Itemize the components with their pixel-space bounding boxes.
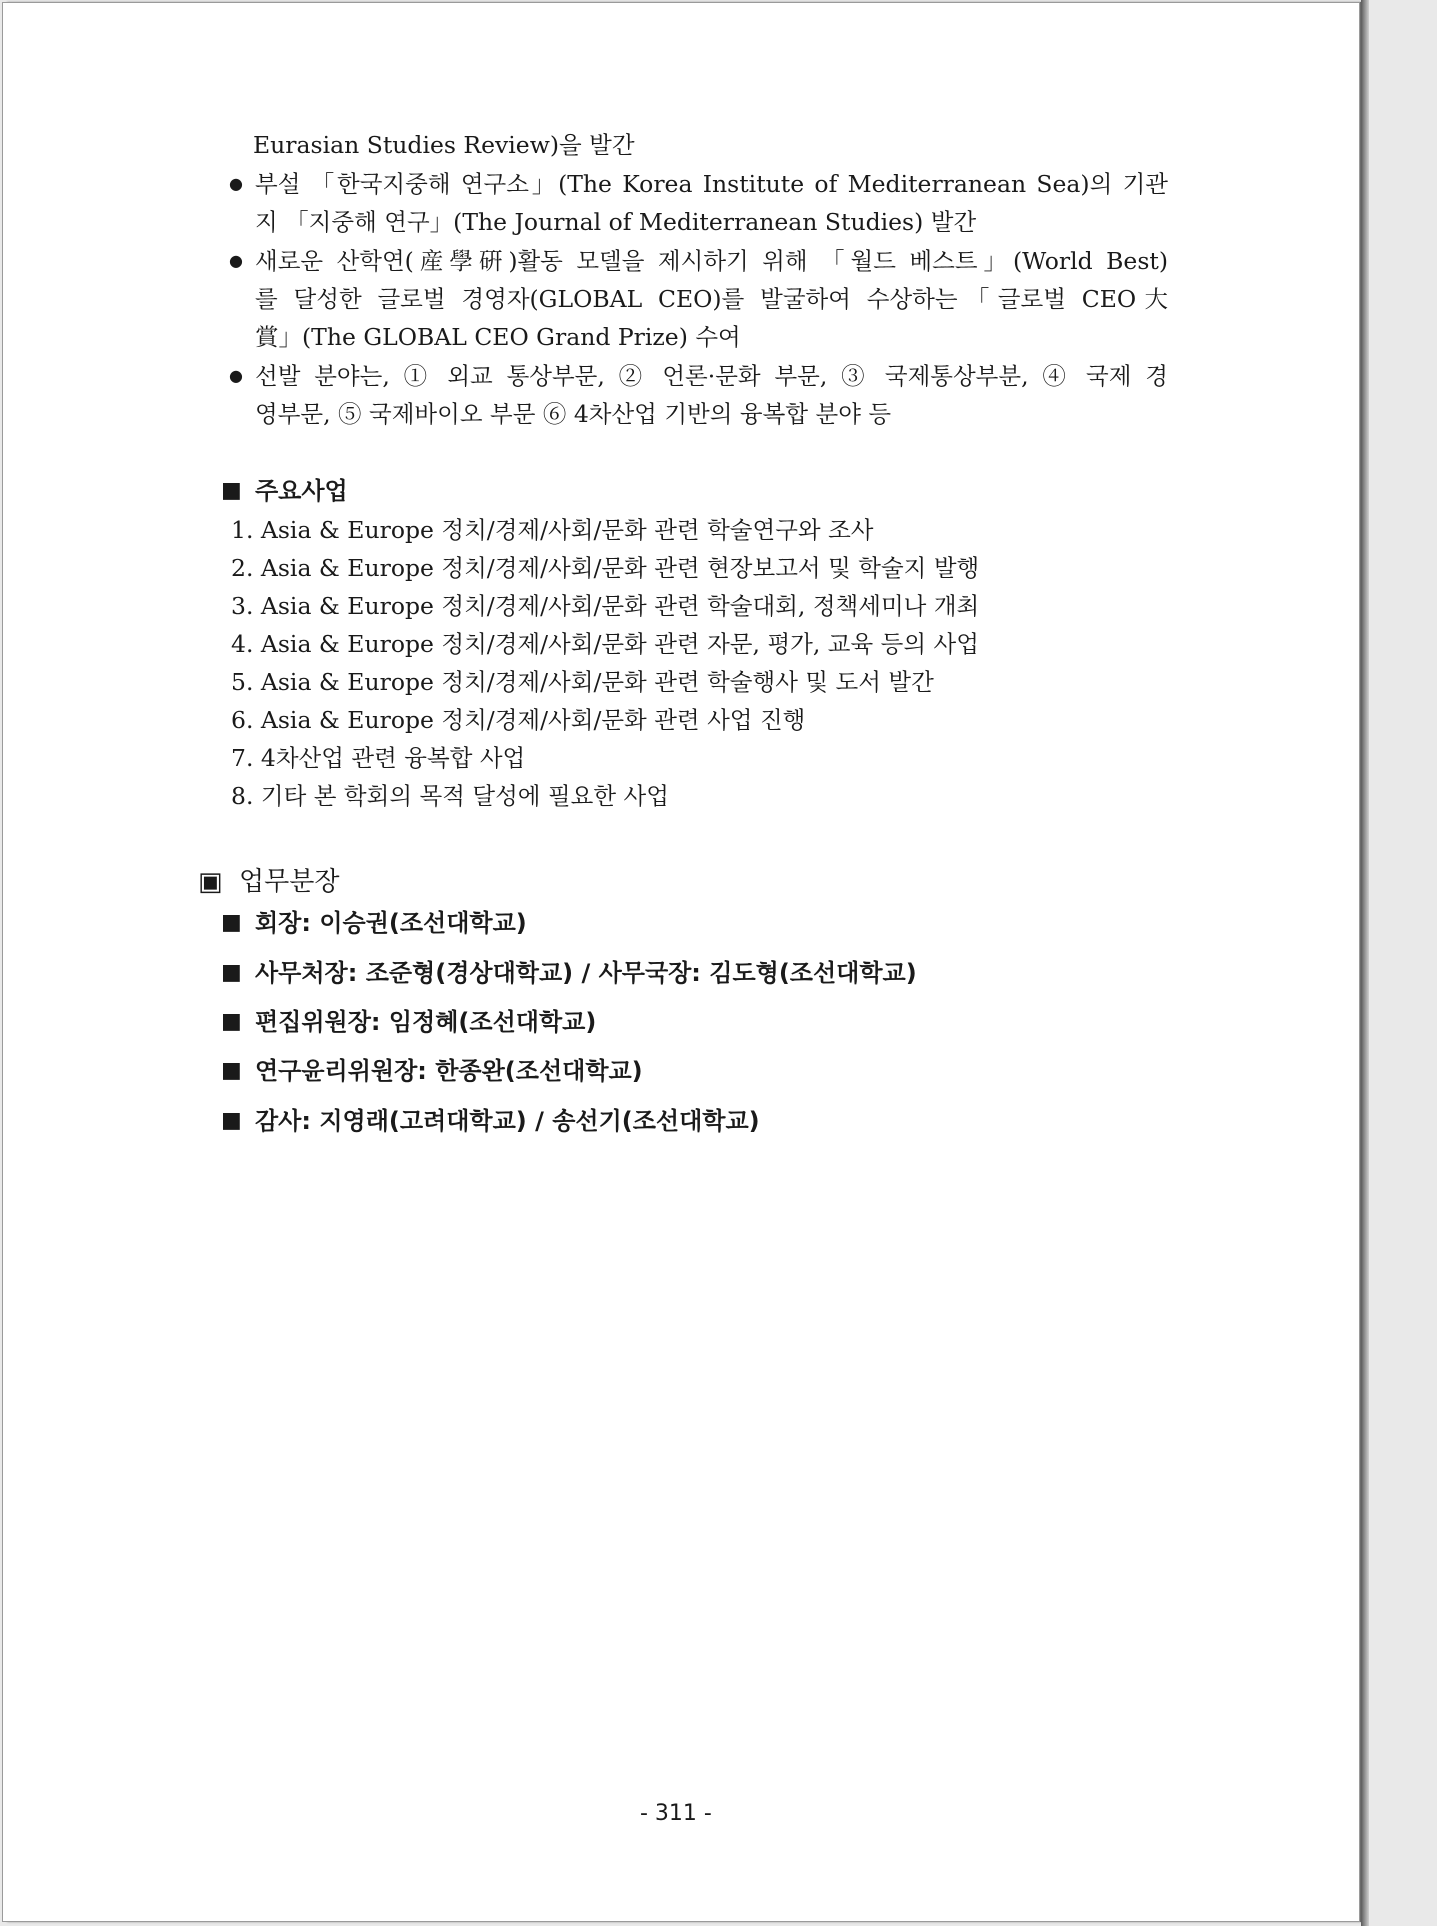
continuation-line: Eurasian Studies Review)을 발간 <box>253 131 635 159</box>
square-bullet-icon: ■ <box>221 1058 242 1083</box>
main-projects-heading: 주요사업 <box>255 477 348 505</box>
bullet-line: 영부문, ⑤ 국제바이오 부문 ⑥ 4차산업 기반의 융복합 분야 등 <box>255 400 892 428</box>
list-item: 8. 기타 본 학회의 목적 달성에 필요한 사업 <box>231 782 669 810</box>
bullet-line: 부설 「한국지중해 연구소」(The Korea Institute of Mediterranean Sea)의 기관 <box>255 170 1168 198</box>
page-edge-shadow <box>1361 0 1369 1926</box>
list-item: 5. Asia & Europe 정치/경제/사회/문화 관련 학술행사 및 도서 발간 <box>231 668 934 696</box>
square-bullet-icon: ■ <box>221 1009 242 1034</box>
duty-item: 회장: 이승권(조선대학교) <box>255 909 527 937</box>
bullet-line: 를 달성한 글로벌 경영자(GLOBAL CEO)를 발굴하여 수상하는「글로벌 CEO大 <box>255 285 1168 313</box>
bullet-dot-icon: ● <box>229 251 243 270</box>
square-bullet-icon: ■ <box>221 910 242 935</box>
duty-item: 사무처장: 조준형(경상대학교) / 사무국장: 김도형(조선대학교) <box>255 959 917 987</box>
list-item: 2. Asia & Europe 정치/경제/사회/문화 관련 현장보고서 및 학술지 발행 <box>231 554 980 582</box>
square-bullet-icon: ■ <box>221 478 242 503</box>
list-item: 3. Asia & Europe 정치/경제/사회/문화 관련 학술대회, 정책세미나 개최 <box>231 592 980 620</box>
list-item: 6. Asia & Europe 정치/경제/사회/문화 관련 사업 진행 <box>231 706 806 734</box>
bullet-dot-icon: ● <box>229 174 243 193</box>
square-bullet-icon: ■ <box>221 960 242 985</box>
document-page <box>2 2 1360 1922</box>
duty-item: 연구윤리위원장: 한종완(조선대학교) <box>255 1057 643 1085</box>
duty-item: 편집위원장: 임정혜(조선대학교) <box>255 1008 597 1036</box>
bullet-line: 지 「지중해 연구」(The Journal of Mediterranean Studies) 발간 <box>255 208 977 236</box>
duty-item: 감사: 지영래(고려대학교) / 송선기(조선대학교) <box>255 1107 760 1135</box>
section-marker-icon: ▣ <box>198 867 223 897</box>
list-item: 1. Asia & Europe 정치/경제/사회/문화 관련 학술연구와 조사 <box>231 516 874 544</box>
square-bullet-icon: ■ <box>221 1108 242 1133</box>
page-number: - 311 - <box>640 1801 712 1826</box>
bullet-line: 새로운 산학연(産學硏)활동 모델을 제시하기 위해 「월드 베스트」(World Best) <box>255 247 1168 275</box>
duties-heading: 업무분장 <box>239 867 340 897</box>
bullet-line: 선발 분야는, ① 외교 통상부문, ② 언론·문화 부문, ③ 국제통상부분, ④ 국제 경 <box>255 362 1168 390</box>
bullet-line: 賞」(The GLOBAL CEO Grand Prize) 수여 <box>255 323 741 351</box>
list-item: 7. 4차산업 관련 융복합 사업 <box>231 744 526 772</box>
list-item: 4. Asia & Europe 정치/경제/사회/문화 관련 자문, 평가, 교육 등의 사업 <box>231 630 979 658</box>
bullet-dot-icon: ● <box>229 366 243 385</box>
